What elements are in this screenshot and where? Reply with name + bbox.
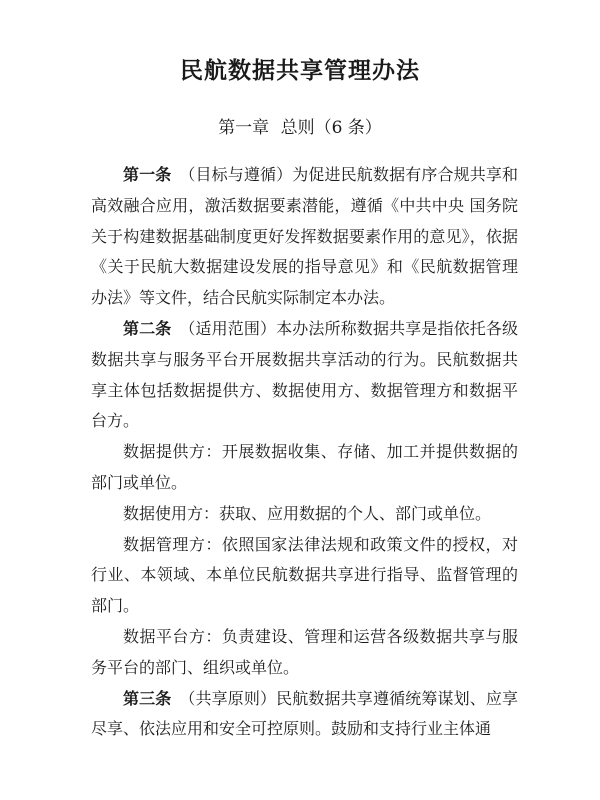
article-3 [91, 684, 518, 746]
definition-data-platform: 数据平台方：负责建设、管理和运营各级数据共享与服务平台的部门、组织或单位。 [91, 626, 518, 677]
chapter-name: 总则（6 条） [280, 118, 382, 138]
chapter-heading [0, 116, 600, 140]
article-text: （共享原则）民航数据共享遵循统筹谋划、应享尽享、依法应用和安全可控原则。鼓励和支持行业主体通 [91, 688, 518, 739]
article-number: 第三条 [123, 688, 172, 708]
article-number: 第二条 [123, 318, 172, 338]
definition-data-user: 数据使用方：获取、应用数据的个人、部门或单位。 [123, 503, 492, 523]
chapter-number: 第一章 [218, 118, 270, 138]
document-body [91, 160, 518, 745]
article-1 [91, 160, 518, 314]
article-text: （适用范围）本办法所称数据共享是指依托各级数据共享与服务平台开展数据共享活动的行为。民航数据共享主体包括数据提供方、数据使用方、数据管理方和数据平台方。 [91, 318, 518, 431]
definition-data-manager: 数据管理方：依照国家法律法规和政策文件的授权，对行业、本领域、本单位民航数据共享进行指导、监督管理的部门。 [91, 534, 518, 616]
definition-data-provider: 数据提供方：开展数据收集、存储、加工并提供数据的部门或单位。 [91, 442, 518, 492]
document-title: 民航数据共享管理办法 [180, 58, 420, 84]
article-2 [91, 314, 518, 437]
article-text: （目标与遵循）为促进民航数据有序合规共享和高效融合应用，激活数据要素潜能，遵循《中共中央 国务院关于构建数据基础制度更好发挥数据要素作用的意见》，依据《关于民航大数据建设发展的指导意见》和《民航数据管理办法》等文件，结合民航实际制定本办法。 [91, 165, 518, 308]
article-number: 第一条 [123, 165, 172, 184]
